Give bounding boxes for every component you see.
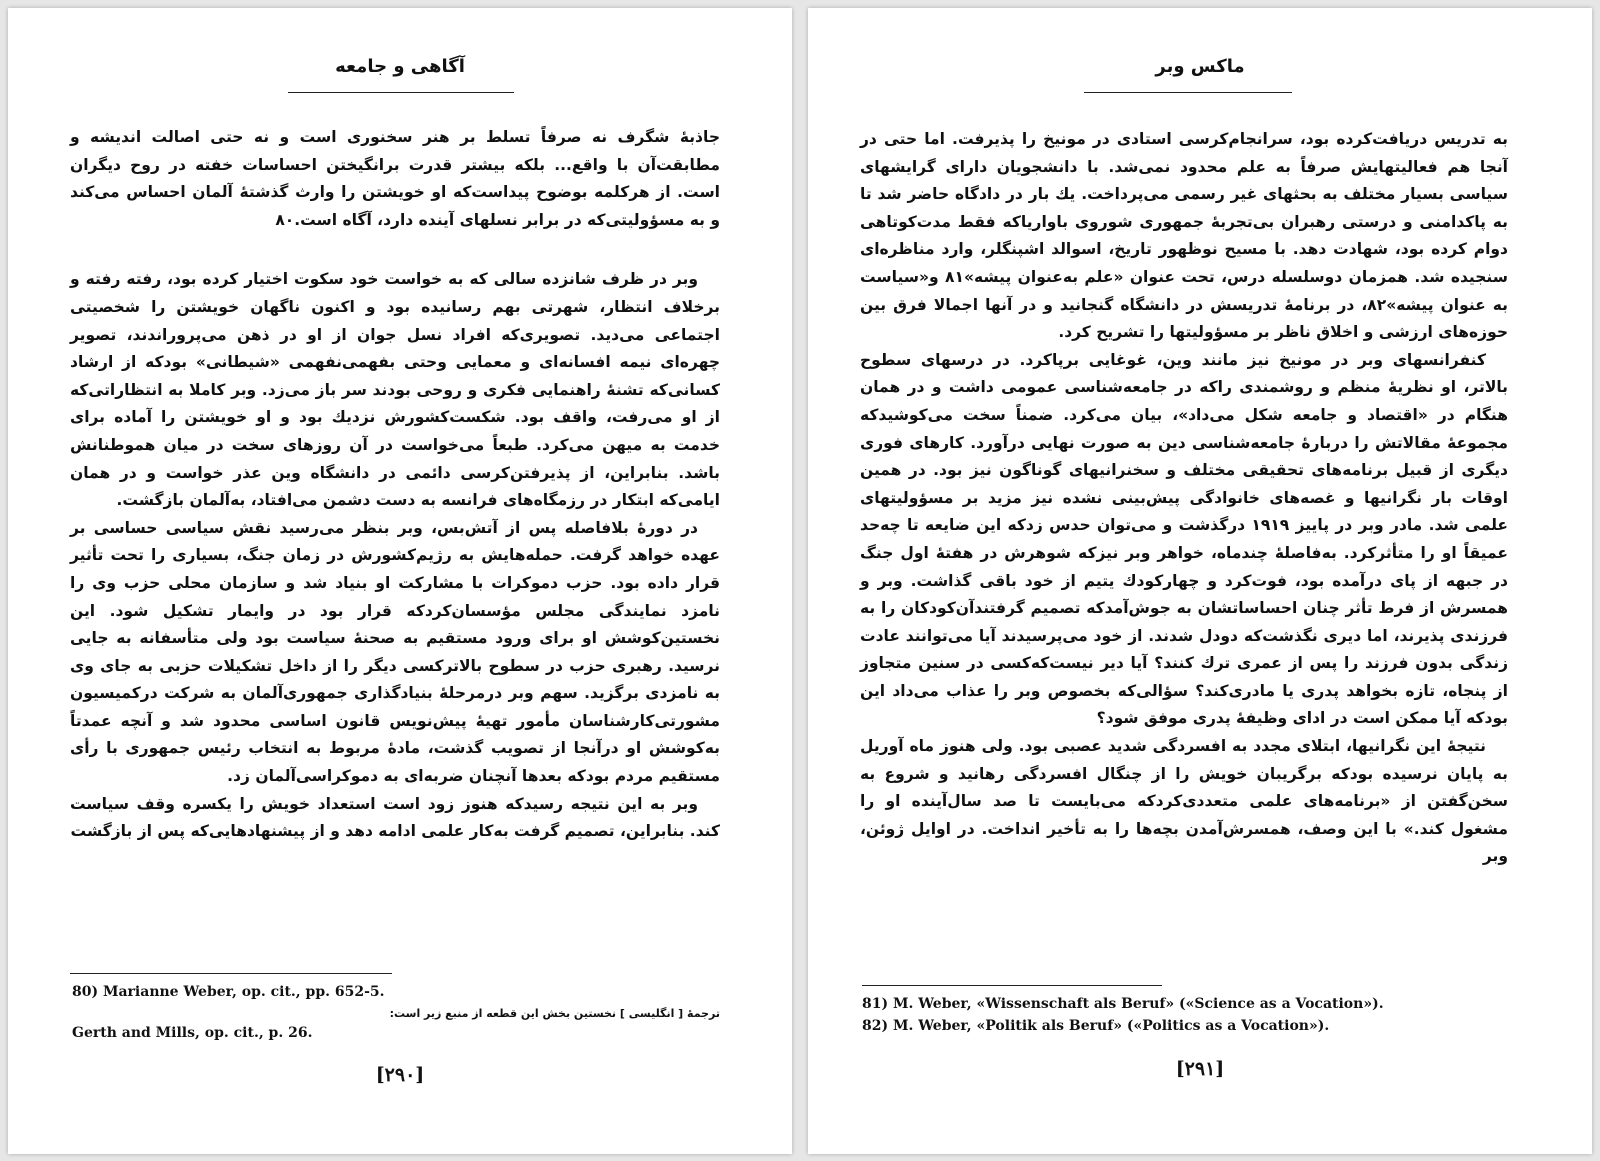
body-text (860, 126, 1508, 871)
paragraph: به تدریس دریافت‌کرده بود، سرانجام‌کرسی استادی در مونیخ را پذیرفت. اما حتی در آنجا هم فعالیتهایش صرفاً به علم محدود نمی‌شد. با دانشجویان دارای گرایشهای سیاسی بسیار مختلف به بحثهای غیر رسمی می‌پرداخت. یك بار در دادگاه حاضر شد تا به پاکدامنی و درستی رهبران بی‌تجربهٔ جمهوری شوروی باواریاکه فقط مدت‌کوتاهی دوام کرده بود، شهادت دهد. با مسیح نوظهور تاریخ، اسوالد اشپنگلر، وارد مناظره‌ای سنجیده شد. همزمان دوسلسله درس، تحت عنوان «علم به‌عنوان پیشه»۸۱ و«سیاست به عنوان پیشه»۸۲، در برنامهٔ تدریسش در دانشگاه گنجانید و در آنها اجمالا فرق بین حوزه‌های ارزشی و اخلاق ناظر بر مسؤولیتها را تشریح کرد. (860, 130, 1508, 342)
paragraph: وبر در ظرف شانزده سالی که به خواست خود سکوت اختیار کرده بود، رفته رفته و برخلاف انتظار، شهرتی بهم رسانیده بود و اکنون ناگهان خویشتن را شخصیتی اجتماعی می‌دید. تصویری‌که افراد نسل جوان از او در ذهن می‌پروراندند، تصویر چهره‌ای نیمه افسانه‌ای و معمایی وحتی بفهمی‌نفهمی «شیطانی» بودکه از ارشاد کسانی‌که تشنهٔ راهنمایی فکری و روحی بودند سر باز می‌زد. وبر کاملا به انتظاراتی‌که از او می‌رفت، واقف بود. شکست‌کشورش نزدیك بود و او خویشتن را آماده برای خدمت به میهن می‌کرد. طبعاً می‌خواست در آن روزهای سخت در میان هموطنانش باشد. بنابراین، از پذیرفتن‌کرسی دائمی در دانشگاه وین عذر خواست و در همان ایامی‌که ابتکار در رزمگاه‌های فرانسه به دست دشمن می‌افتاد، به‌آلمان بازگشت. (70, 270, 720, 510)
paragraph: در دورهٔ بلافاصله پس از آتش‌بس، وبر بنظر می‌رسید نقش سیاسی حساسی بر عهده خواهد گرفت. حمله‌هایش به رژیم‌کشورش در زمان جنگ، بسیاری را تحت تأثیر قرار داده بود. حزب دموکرات با مشارکت او بنیاد شد و سازمان محلی حزب وی را نامزد نمایندگی مجلس مؤسسان‌کردکه قرار بود در وایمار تشکیل شود. این نخستین‌کوشش او برای ورود مستقیم به صحنهٔ سیاست بود ولی متأسفانه به جایی نرسید. رهبری حزب در سطوح بالاترکسی دیگر را از داخل تشکیلات حزبی به جای وی به نامزدی برگزید. سهم وبر درمرحلهٔ بنیادگذاری جمهوری‌آلمان به شرکت درکمیسیون مشورتی‌کارشناسان مأمور تهیهٔ پیش‌نویس قانون اساسی محدود شد و آنچه عمدتاً به‌کوشش او درآنجا از تصویب گذشت، مادهٔ مربوط به انتخاب رئیس جمهوری با رأی مستقیم مردم بودکه بعدها آنچنان ضربه‌ای به دموکراسی‌آلمان زد. (70, 518, 720, 786)
right-page (808, 8, 1592, 1154)
header-rule (1084, 92, 1292, 93)
footnote-81: 81) M. Weber, «Wissenschaft als Beruf» («Science as a Vocation»). (862, 996, 1384, 1012)
paragraph: نتیجهٔ این نگرانیها، ابتلای مجدد به افسردگی شدید عصبی بود. ولی هنوز ماه آوریل به پایان نرسیده بودکه برگریبان خویش را از چنگال افسردگی رهانید و شروع به سخن‌گفتن از «برنامه‌های علمی متعددی‌کردکه می‌بایست تا صد سال‌آینده او را مشغول کند.» با این وصف، همسرش‌آمدن بچه‌ها را به تأخیر انداخت. در اوایل ژوئن، وبر (860, 737, 1508, 866)
running-head: ماکس وبر (1155, 56, 1245, 77)
header-rule (288, 92, 514, 93)
paragraph: جاذبهٔ شگرف نه صرفاً تسلط بر هنر سخنوری است و نه حتی اصالت اندیشه و مطابقت‌آن با واقع... بلکه بیشتر قدرت برانگیختن احساسات خفته در روح دیگران است. از هرکلمه بوضوح پیداست‌که او خویشتن را وارث گذشتهٔ آلمان احساس می‌کند و به مسؤولیتی‌که در برابر نسلهای آینده دارد، آگاه است.۸۰ (70, 128, 720, 229)
paragraph: وبر به این نتیجه رسیدکه هنوز زود است استعداد خویش را یکسره وقف سیاست کند. بنابراین، تصمیم گرفت به‌کار علمی ادامه دهد و از پیشنهادهایی‌که پس از بازگشت (70, 794, 720, 841)
paragraph: کنفرانسهای وبر در مونیخ نیز مانند وین، غوغایی برپاکرد. در درسهای سطوح بالاتر، او نظریهٔ منظم و روشمندی راکه در جامعه‌شناسی عمومی داشت و در همان هنگام در «اقتصاد و جامعه شکل می‌داد»، بیان می‌کرد. ضمناً سخت می‌کوشیدکه مجموعهٔ مقالاتش را دربارهٔ جامعه‌شناسی دین به صورت نهایی درآورد. کارهای فوری دیگری از قبیل برنامه‌های تحقیقی مختلف و سخنرانیهای گوناگون نیز بود. در همین اوقات بار نگرانیها و غصه‌های خانوادگی پیش‌بینی نشده نیز مزید بر مسؤولیتهای علمی شد. مادر وبر در پاییز ۱۹۱۹ درگذشت و می‌توان حدس زدکه این ضایعه تا چه‌حد عمیقاً او را متأثرکرد. به‌فاصلهٔ چندماه، خواهر وبر نیزکه شوهرش در هفتهٔ اول جنگ در جبهه از پای درآمده بود، فوت‌کرد و چهارکودك یتیم از خود باقی گذاشت. وبر و همسرش از فرط تأثر چنان احساساتشان به جوش‌آمدکه تصمیم گرفتندآن‌کودکان را به فرزندی پذیرند، اما دیری نگذشت‌که دودل شدند. از خود می‌پرسیدند آیا می‌توانند عادت زندگی بدون فرزند را پس از عمری ترك کنند؟ آیا دیر نیست‌که‌کسی در سنین متجاوز از پنجاه، تازه بخواهد پدری یا مادری‌کند؟ سؤالی‌که بخصوص وبر را عذاب می‌داد این بودکه آیا ممکن است در ادای وظیفهٔ پدری موفق شود؟ (860, 350, 1508, 728)
footnote-rule (70, 973, 392, 974)
footnote-rule (862, 985, 1162, 986)
page-number: [۲۹۱] (1175, 1058, 1225, 1080)
footnote-gerth-mills: Gerth and Mills, op. cit., p. 26. (72, 1025, 313, 1041)
page-number: [۲۹۰] (375, 1064, 425, 1086)
body-text (70, 124, 720, 846)
left-page (8, 8, 792, 1154)
footnote-82: 82) M. Weber, «Politik als Beruf» («Politics as a Vocation»). (862, 1018, 1330, 1034)
translator-note: ترجمهٔ [ انگلیسی ] نخستین بخش این قطعه از منبع زیر است: (389, 1007, 720, 1020)
footnote-80: 80) Marianne Weber, op. cit., pp. 652-5. (72, 984, 385, 1000)
running-head: آگاهی و جامعه (335, 56, 465, 77)
